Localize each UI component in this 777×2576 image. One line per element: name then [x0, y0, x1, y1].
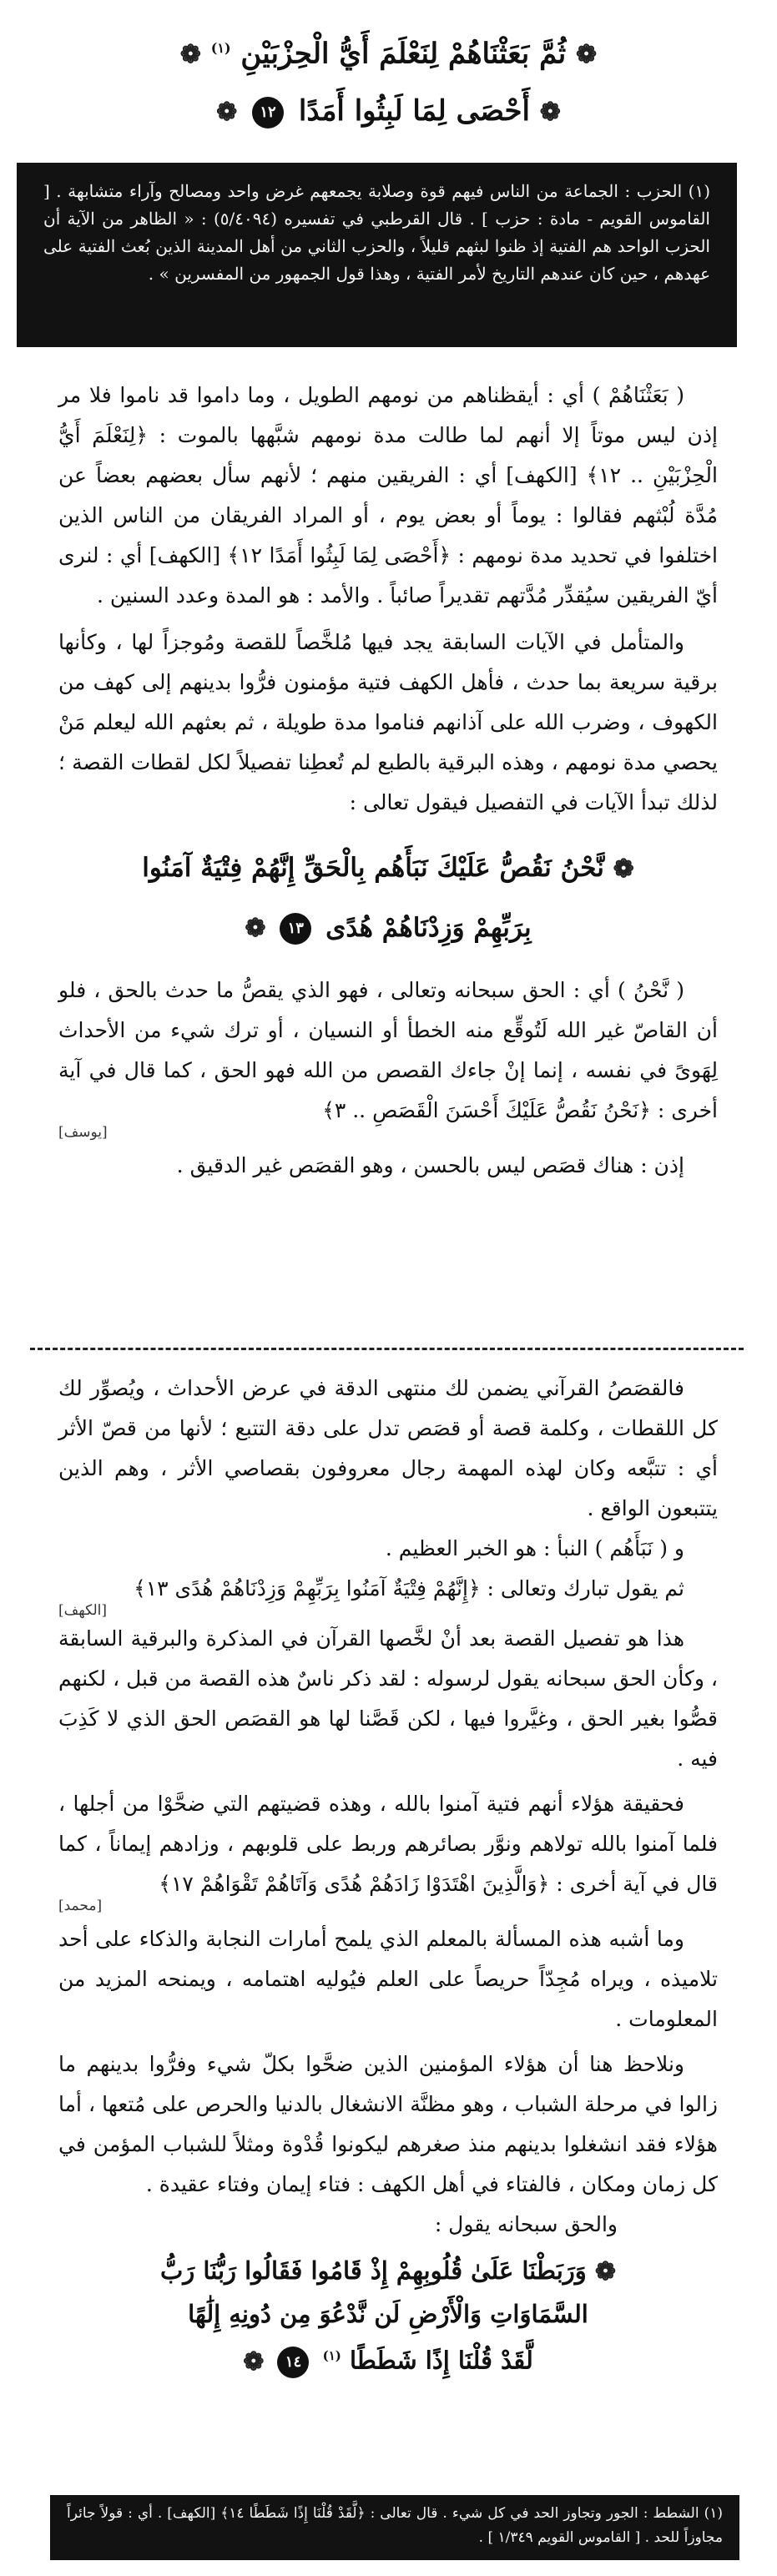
surah-reference: [يوسف]: [58, 1124, 108, 1141]
surah-reference: [الكهف]: [58, 1602, 107, 1619]
verse-text: أَحْصَى لِمَا لَبِثُوا أَمَدًا: [298, 94, 530, 128]
footnote-box: [50, 2495, 739, 2560]
ornament-icon: ❁: [179, 40, 201, 70]
verse-text: بِرَبِّهِمْ وَزِدْنَاهُمْ هُدًى: [325, 912, 532, 943]
page-section-1: [0, 0, 777, 350]
footnote-text: (١) الحزب : الجماعة من الناس فيهم قوة وصلابة يجمعهم غرض واحد ومصالح وآراء متشابهة . [ القاموس القويم - مادة : حزب ] . قال القرطبي في تفسيره (٥/٤٠٩٤) : « الظاهر من الآية أن الحزب الواحد هم الفتية إذ ظنوا لبثهم قليلاً ، والحزب الثاني من أهل المدينة الذين بُعث الفتية على عهدهم ، حين كان عندهم التاريخ لأمر الفتية ، وهذا قول الجمهور من المفسرين » .: [43, 181, 710, 284]
ayah-number-badge: ١٤: [277, 2347, 309, 2378]
ornament-icon: ❁: [576, 40, 598, 70]
paragraph: فحقيقة هؤلاء أنهم فتية آمنوا بالله ، وهذه قضيتهم التي ضحَّوْا من أجلها ، فلما آمنوا بالله تولاهم ونوَّر بصائرهم وربط على قلوبهم ، وزادهم إيماناً ، كما قال في آية أخرى : ﴿وَالَّذِينَ اهْتَدَوْا زَادَهُمْ هُدًى وَآتَاهُمْ تَقْوَاهُمْ ١٧﴾: [58, 1792, 718, 1896]
ornament-icon: ❁: [245, 914, 266, 943]
ornament-icon: ❁: [216, 98, 238, 127]
verse-14-line-3: [58, 2335, 718, 2383]
verse-13-line-1: [58, 844, 718, 893]
footnote-marker: (١): [322, 2348, 341, 2363]
verse-14-line-1: [58, 2250, 718, 2293]
verse-12-line-1: [0, 25, 777, 78]
section-3-body: [58, 1369, 718, 2383]
verse-text: لَّقَدْ قُلْنَا إِذًا شَطَطًا: [349, 2346, 533, 2375]
paragraph: ( بَعَثْنَاهُمْ ) أي : أيقظناهم من نومهم الطويل ، وما داموا قد ناموا فلا مر إذن ليس موتاً إلا أنهم لما طالت مدة نومهم شبَّهها بالموت : ﴿لِنَعْلَمَ أَيُّ الْحِزْبَيْنِ .. ١٢﴾ [الكهف] أي : الفريقين منهم ؛ لأنهم سأل بعضهم بعضاً عن مُدَّة لُبْثهم فقالوا : يوماً أو بعض يوم ، أو المراد الفريقان من الناس الذين اختلفوا في تحديد مدة نومهم : ﴿أَحْصَى لِمَا لَبِثُوا أَمَدًا ١٢﴾ [الكهف] أي : لنرى أيّ الفريقين سيُقدِّر مُدَّتهم تقديراً صائباً . والأمد : هو المدة وعدد السنين .: [58, 383, 718, 607]
paragraph: ثم يقول تبارك وتعالى : ﴿إِنَّهُمْ فِتْيَةٌ آمَنُوا بِرَبِّهِمْ وَزِدْنَاهُمْ هُدًى ١٣﴾: [134, 1576, 684, 1601]
page-section-2: [0, 376, 777, 1343]
ornament-icon: ❁: [243, 2347, 265, 2377]
paragraph: ونلاحظ هنا أن هؤلاء المؤمنين الذين ضحَّوا بكلّ شيء وفرُّوا بدينهم ما زالوا في مرحلة الشباب ، وهو مظنَّة الانشغال بالدنيا والحرص على مُتعها ، أما هؤلاء فقد انشغلوا بدينهم منذ صغرهم ليكونوا قُدْوة ومثلاً للشباب المؤمن في كل زمان ومكان ، فالفتاء في أهل الكهف : فتاء إيمان وفتاء عقيدة .: [58, 2052, 718, 2196]
paragraph: إذن : هناك قصَص ليس بالحسن ، وهو القصَص غير الدقيق .: [176, 1153, 684, 1177]
paragraph: فالقصَصُ القرآني يضمن لك منتهى الدقة في عرض الأحداث ، ويُصوِّر لك كل اللقطات ، وكلمة قصة أو قصَص تدل على دقة التتبع ؛ لأنها من قصّ الأثر أي : تتبَّعه وكان لهذه المهمة رجال معروفون بقصاصي الأثر ، وهم الذين يتتبعون الواقع .: [58, 1376, 718, 1520]
verse-13-line-2: [58, 905, 718, 953]
surah-reference: [محمد]: [58, 1898, 103, 1914]
verse-text: وَرَبَطْنَا عَلَىٰ قُلُوبِهِمْ إِذْ قَامُوا فَقَالُوا رَبُّنَا رَبُّ: [159, 2256, 587, 2285]
verse-14-line-2: [58, 2293, 718, 2335]
verse-text: السَّمَاوَاتِ وَالْأَرْضِ لَن نَّدْعُوَ مِن دُونِهِ إِلَٰهًا: [188, 2300, 588, 2328]
paragraph: والمتأمل في الآيات السابقة يجد فيها مُلخَّصاً للقصة ومُوجزاً لها ، وكأنها برقية سريعة بما حدث ، فأهل الكهف فتية مؤمنون فرُّوا بدينهم إلى كهف من الكهوف ، وضرب الله على آذانهم فناموا مدة طويلة ، ثم بعثهم الله ليعلم مَنْ يحصي مدة نومهم ، وهذه البرقية بالطبع لم تُعطِنا تفصيلاً لكل لقطات القصة ؛ لذلك تبدأ الآيات في التفصيل فيقول تعالى :: [58, 630, 718, 814]
footnote-marker: (١): [210, 40, 231, 56]
ornament-icon: ❁: [613, 854, 634, 884]
ayah-number-badge: ١٢: [252, 97, 284, 129]
paragraph: ( نَّحْنُ ) أي : الحق سبحانه وتعالى ، فهو الذي يقصُّ ما حدث بالحق ، فلو أن القاصّ غير الله لَتُوقِّع منه الخطأ أو النسيان ، أو ترك شيء من الأحداث لِهَوىً في نفسه ، إنما إنْ جاءك القصص من الله فهو الحق ، كما قال في آية أخرى : ﴿نَحْنُ نَقُصُّ عَلَيْكَ أَحْسَنَ الْقَصَصِ .. ٣﴾: [58, 978, 718, 1122]
ornament-icon: ❁: [594, 2257, 617, 2286]
footnote-text: (١) الشطط : الجور وتجاوز الحد في كل شيء . قال تعالى : ﴿لَّقَدْ قُلْنَا إِذًا شَطَطًا ١٤﴾ [الكهف] . أي : قولاً جائراً مجاوزاً للحد . [ القاموس القويم ١/٣٤٩ ] .: [67, 2505, 723, 2546]
paragraph: والحق سبحانه يقول :: [434, 2212, 618, 2236]
paragraph: و ( نَبَأَهُم ) النبأ : هو الخبر العظيم .: [385, 1536, 684, 1560]
verse-12-line-2: [0, 88, 777, 136]
page-divider: [30, 1348, 744, 1350]
verse-text: ثُمَّ بَعَثْنَاهُمْ لِنَعْلَمَ أَيُّ الْحِزْبَيْنِ: [240, 37, 567, 71]
paragraph: هذا هو تفصيل القصة بعد أنْ لخَّصها القرآن في المذكرة والبرقية السابقة ، وكأن الحق سبحانه يقول لرسوله : لقد ذكر ناسٌ هذه القصة من قبل ، لكنهم قصُّوا بغير الحق ، وغيَّروا فيها ، لكن قَصَّنا لها هو القصَص الحق الذي لا كَذِبَ فيه .: [58, 1626, 718, 1771]
paragraph: وما أشبه هذه المسألة بالمعلم الذي يلمح أمارات النجابة والذكاء على أحد تلاميذه ، ويراه مُجِدّاً حريصاً على العلم فيُوليه اهتمامه ، ويمنحه المزيد من المعلومات .: [58, 1927, 718, 2031]
verse-text: نَّحْنُ نَقُصُّ عَلَيْكَ نَبَأَهُم بِالْحَقِّ إِنَّهُمْ فِتْيَةٌ آمَنُوا: [142, 853, 604, 883]
ayah-number-badge: ١٣: [280, 913, 311, 945]
page-section-3: [0, 1369, 777, 2576]
section-2-body: [58, 376, 718, 1186]
footnote-box: [17, 163, 737, 347]
ornament-icon: ❁: [539, 98, 561, 127]
